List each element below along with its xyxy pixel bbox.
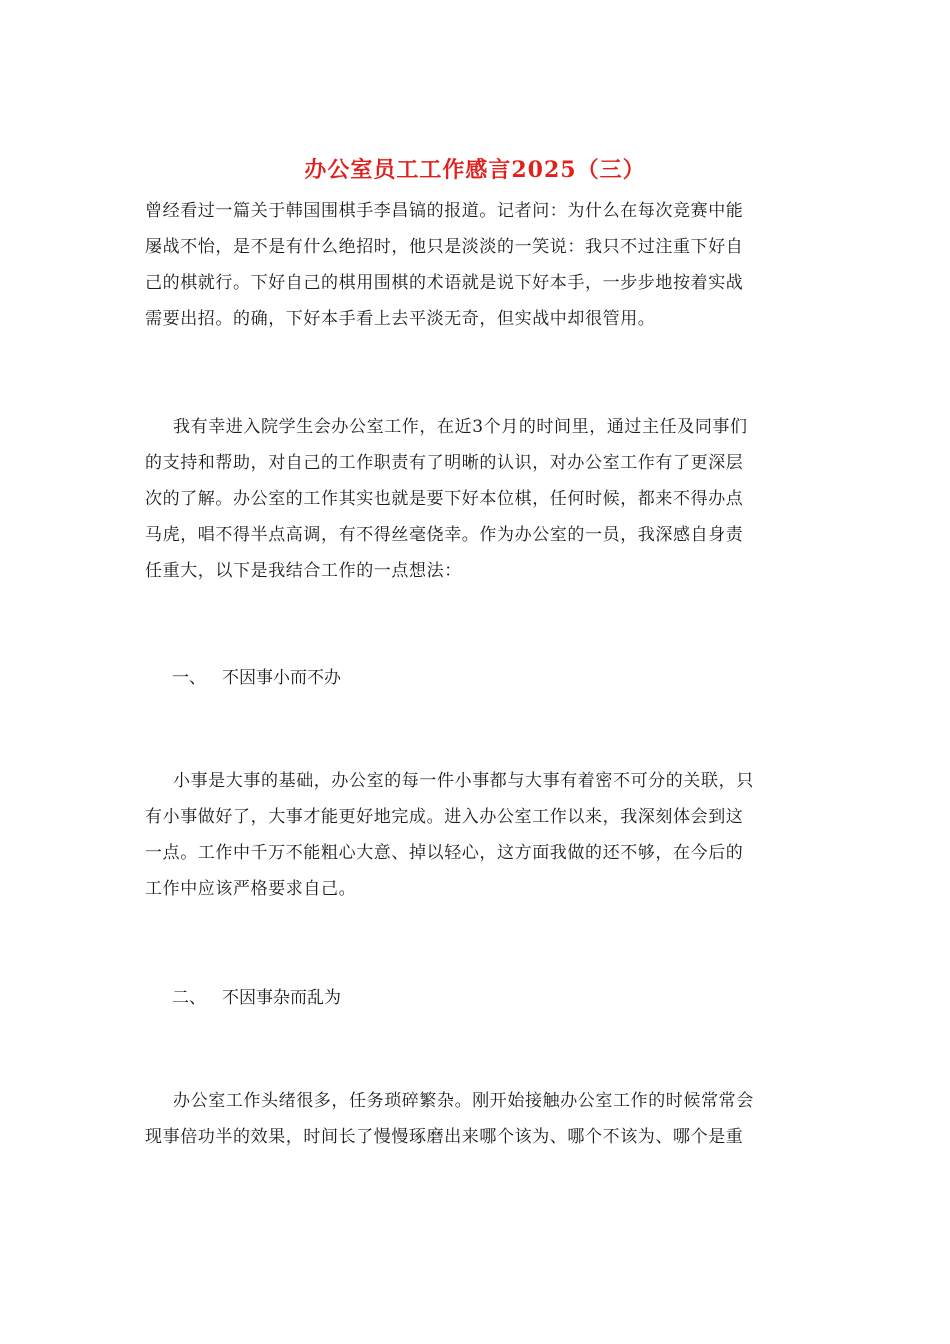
paragraph-line: 的支持和帮助，对自己的工作职责有了明晰的认识，对办公室工作有了更深层 [145,453,744,473]
paragraph-line: 马虎，唱不得半点高调，有不得丝毫侥幸。作为办公室的一员，我深感自身责 [145,525,744,545]
paragraph-intro [145,193,810,337]
document-title: 办公室员工工作感言2025（三） [304,157,646,183]
section-heading-2 [172,980,341,1016]
paragraph-line: 屡战不怡，是不是有什么绝招时，他只是淡淡的一笑说：我只不过注重下好自 [145,237,744,257]
paragraph-complex-tasks [145,1083,810,1155]
paragraph-line: 己的棋就行。下好自己的棋用围棋的术语就是说下好本手，一步步地按着实战 [145,273,744,293]
paragraph-line: 曾经看过一篇关于韩国围棋手李昌镐的报道。记者问：为什么在每次竞赛中能 [145,201,744,221]
paragraph-small-things [145,763,810,907]
paragraph-line: 有小事做好了，大事才能更好地完成。进入办公室工作以来，我深刻体会到这 [145,807,744,827]
paragraph-line: 现事倍功半的效果，时间长了慢慢琢磨出来哪个该为、哪个不该为、哪个是重 [145,1127,744,1147]
paragraph-line: 办公室工作头绪很多，任务琐碎繁杂。刚开始接触办公室工作的时候常常会 [173,1091,754,1111]
section-heading-text: 不因事杂而乱为 [222,988,341,1008]
paragraph-line: 一点。工作中千万不能粗心大意、掉以轻心，这方面我做的还不够，在今后的 [145,843,744,863]
paragraph-line: 小事是大事的基础，办公室的每一件小事都与大事有着密不可分的关联，只 [173,771,754,791]
paragraph-line: 次的了解。办公室的工作其实也就是要下好本位棋，任何时候，都来不得办点 [145,489,744,509]
paragraph-line: 任重大，以下是我结合工作的一点想法： [145,561,462,581]
paragraph-line: 工作中应该严格要求自己。 [145,879,357,899]
section-heading-1 [172,660,341,696]
section-number: 二、 [172,988,206,1008]
section-heading-text: 不因事小而不办 [222,668,341,688]
paragraph-line: 我有幸进入院学生会办公室工作，在近3个月的时间里，通过主任及同事们 [173,417,748,437]
paragraph-office-work [145,409,810,589]
section-number: 一、 [172,668,206,688]
paragraph-line: 需要出招。的确，下好本手看上去平淡无奇，但实战中却很管用。 [145,309,656,329]
